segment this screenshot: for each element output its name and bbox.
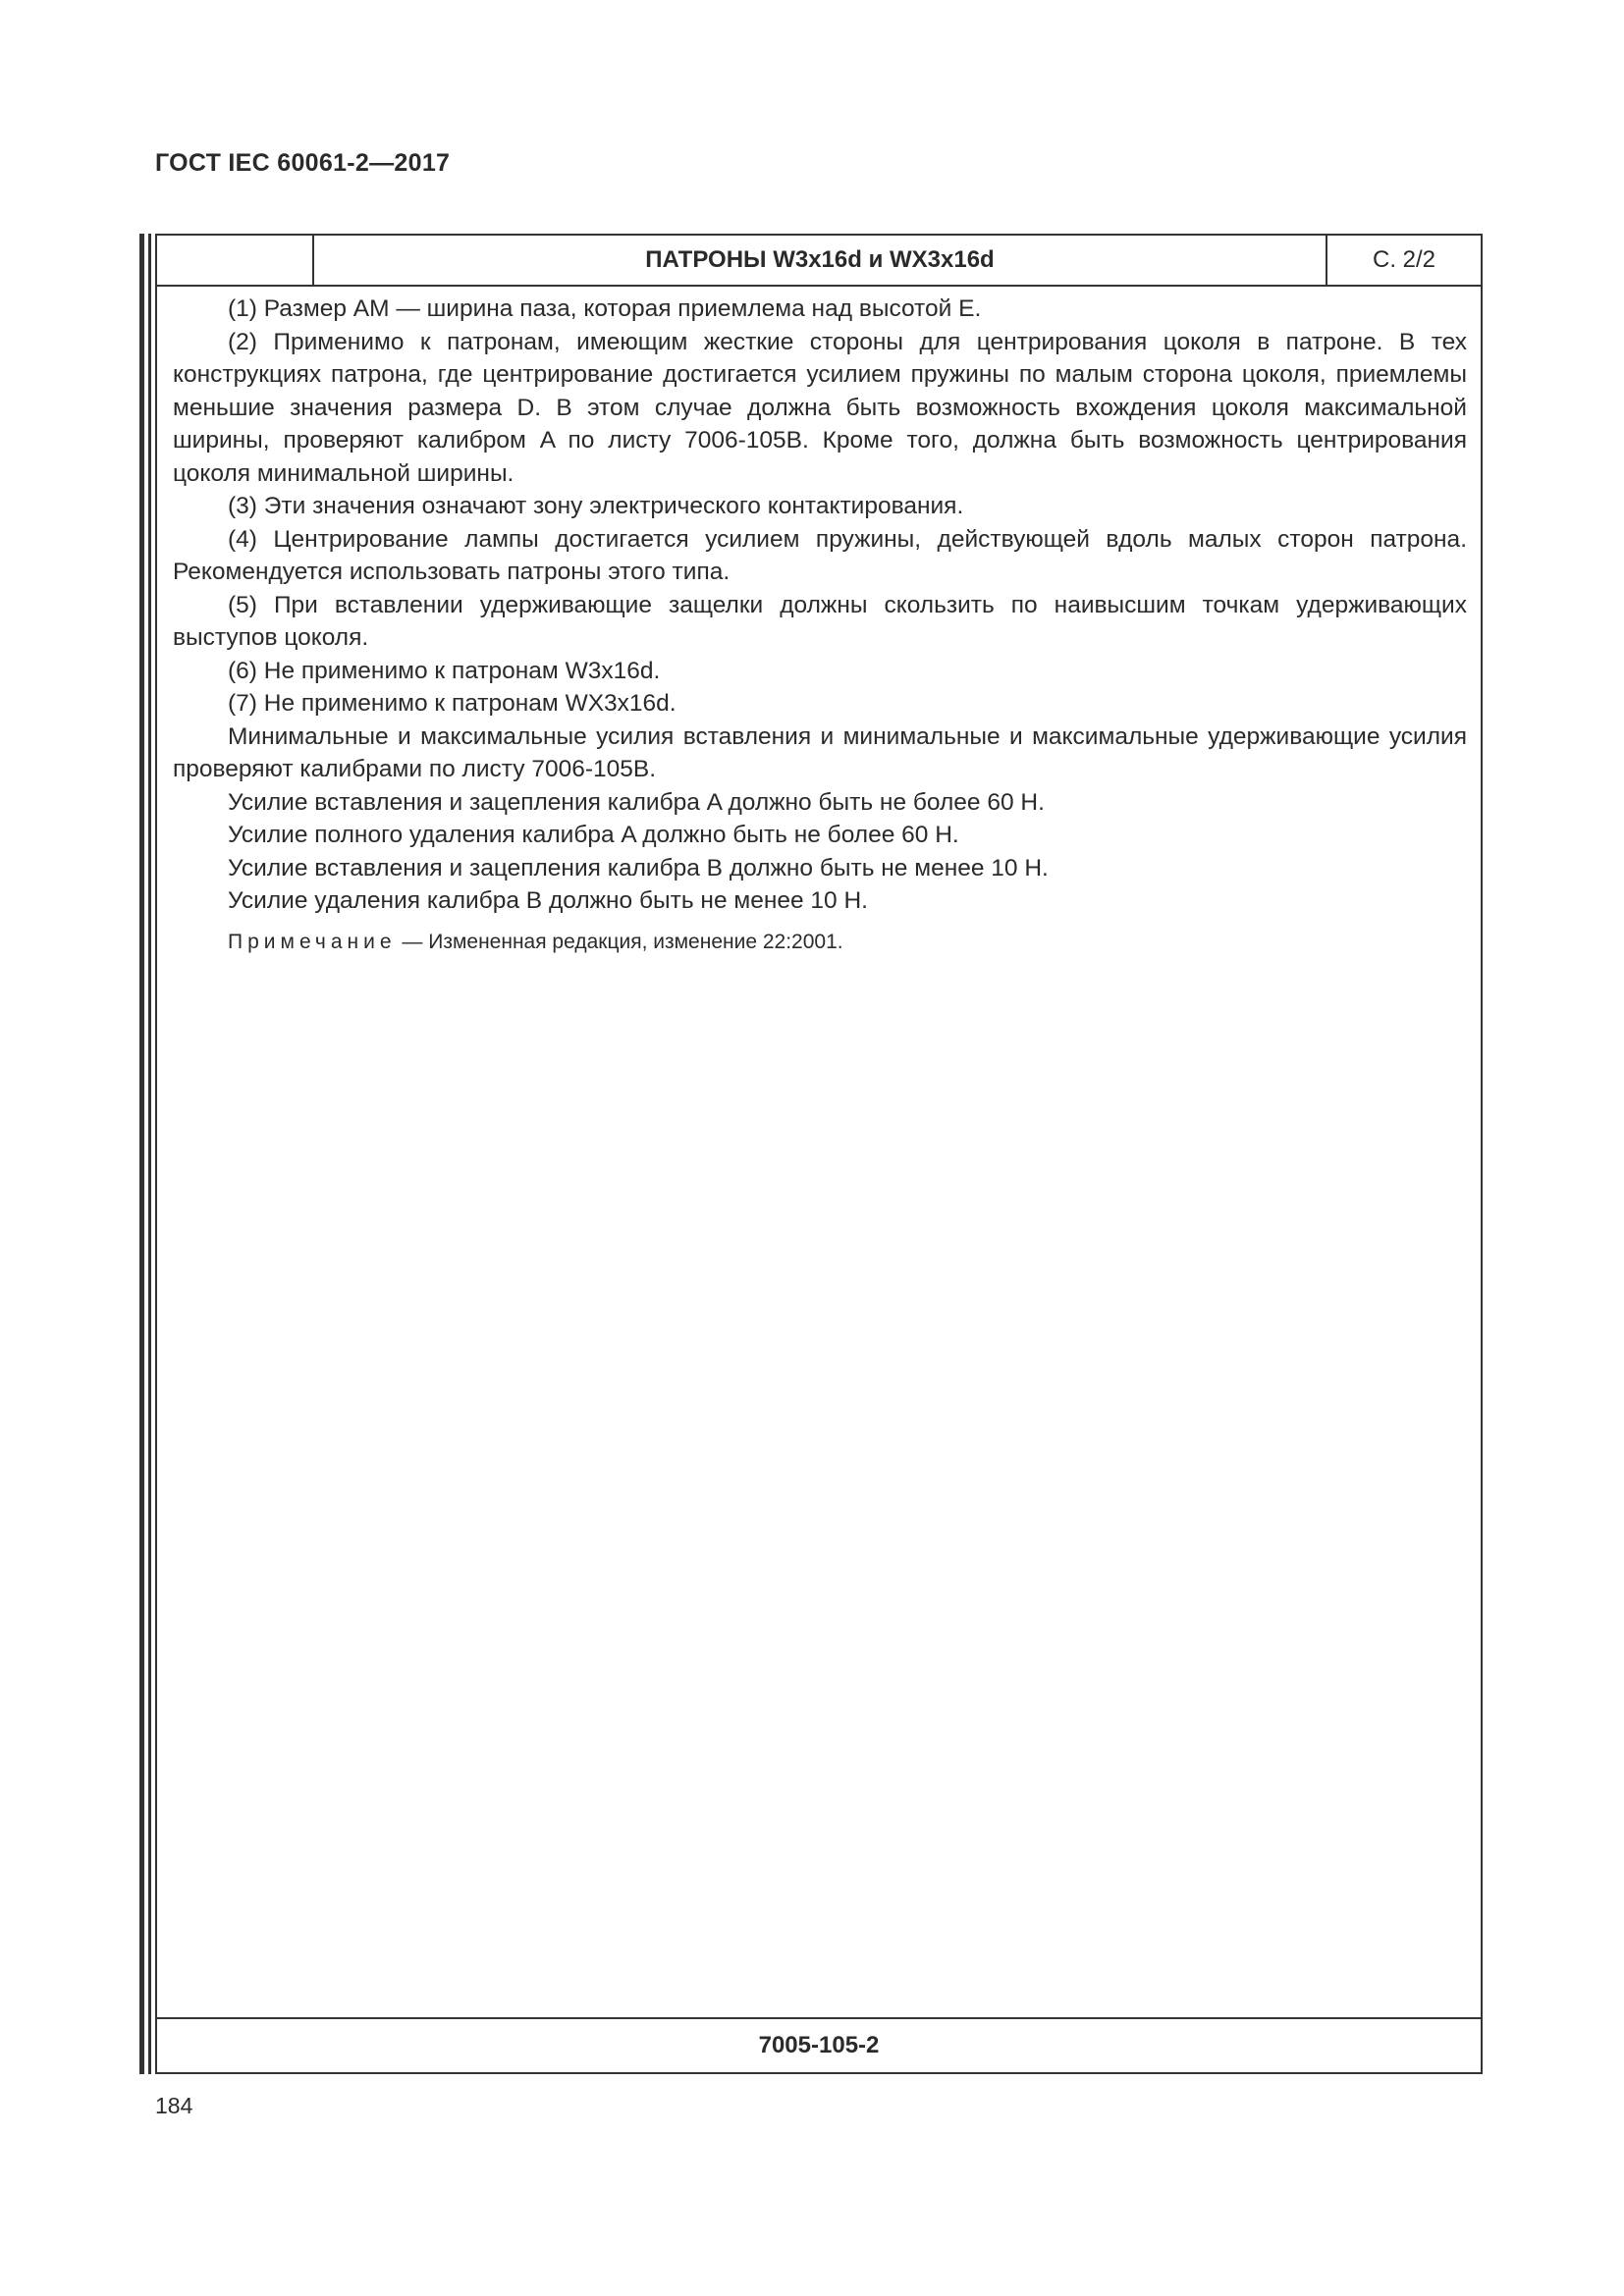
- note-label: Примечание: [228, 930, 397, 953]
- title-cell-blank: [157, 236, 314, 285]
- standard-sheet: [155, 234, 1483, 2074]
- document-header: ГОСТ IEC 60061-2—2017: [155, 149, 451, 177]
- note-text: — Измененная редакция, изменение 22:2001.: [396, 930, 843, 953]
- paragraph: Усилие удаления калибра B должно быть не менее 10 Н.: [228, 887, 868, 914]
- paragraph: (4) Центрирование лампы достигается усилием пружины, действующей вдоль малых сторон патрона. Рекомендуется использовать патроны этого типа.: [173, 525, 1467, 585]
- paragraph: (5) При вставлении удерживающие защелки должны скользить по наивысшим точкам удерживающих выступов цоколя.: [173, 591, 1467, 651]
- paragraph: (7) Не применимо к патронам WX3x16d.: [228, 690, 677, 717]
- paragraph: (6) Не применимо к патронам W3x16d.: [228, 657, 661, 684]
- page-number: 184: [155, 2093, 193, 2118]
- paragraph: Минимальные и максимальные усилия вставления и минимальные и максимальные удерживающие усилия проверяют калибрами по листу 7006-105В.: [173, 722, 1467, 782]
- paragraph: Усилие полного удаления калибра A должно быть не более 60 Н.: [228, 822, 959, 848]
- note: [173, 928, 1467, 957]
- paragraph: (1) Размер AM — ширина паза, которая приемлема над высотой E.: [228, 295, 982, 322]
- sheet-page-label: С. 2/2: [1372, 246, 1436, 273]
- paragraph: Усилие вставления и зацепления калибра B должно быть не менее 10 Н.: [228, 854, 1049, 881]
- paragraph: Усилие вставления и зацепления калибра A должно быть не более 60 Н.: [228, 788, 1045, 816]
- paragraph: (2) Применимо к патронам, имеющим жесткие стороны для центрирования цоколя в патроне. В тех конструкциях патрона, где центрирование достигается усилием пружины по малым сторона цоколя, приемлемы меньшие значения размера D. В этом случае должна быть возможность вхождения цоколя максимальной ширины, проверяют калибром A по листу 7006-105В. Кроме того, должна быть возможность центрирования цоколя минимальной ширины.: [173, 328, 1467, 487]
- binding-line: [148, 234, 151, 2074]
- sheet-title-row: [157, 236, 1481, 287]
- sheet-code: 7005-105-2: [157, 2017, 1481, 2072]
- binding-line: [139, 234, 144, 2074]
- paragraph: (3) Эти значения означают зону электрического контактирования.: [228, 493, 964, 519]
- sheet-notes: [173, 293, 1467, 957]
- sheet-title: ПАТРОНЫ W3x16d и WX3x16d: [314, 236, 1327, 285]
